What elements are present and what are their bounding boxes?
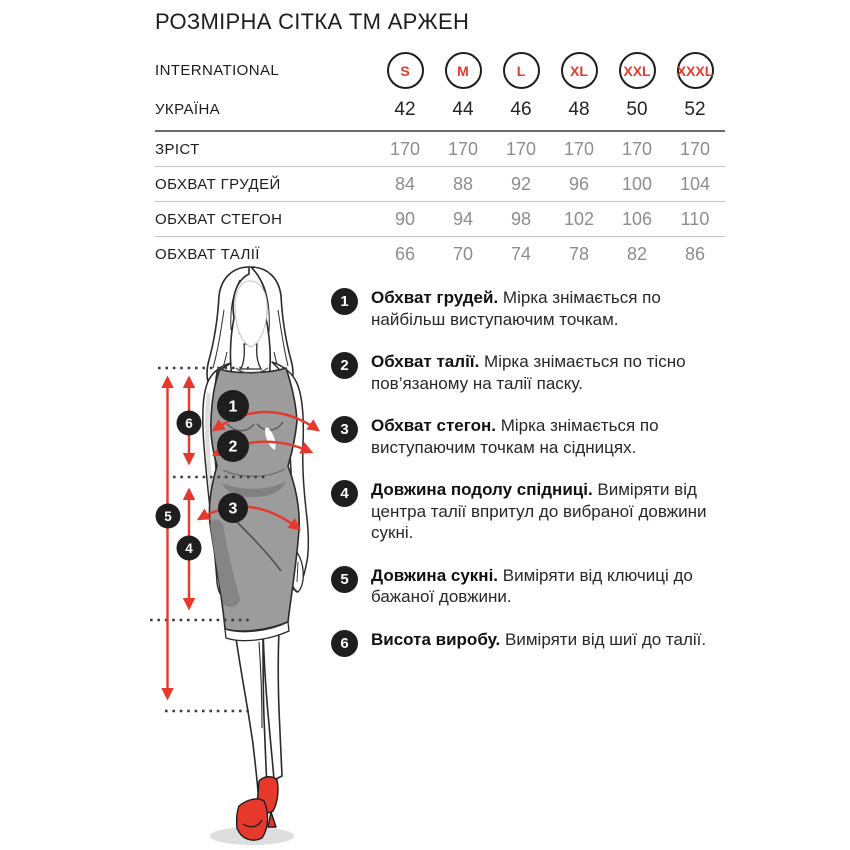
table-cell: 170 (389, 138, 421, 159)
table-cell: 94 (452, 208, 474, 229)
legend-description: Мірка знімається по тісно пов’язаному на талії паску. (371, 352, 686, 393)
size-badge-s: S (387, 52, 424, 89)
row-label: ЗРІСТ (155, 140, 200, 158)
size-badge-xxxl: XXXL (677, 52, 714, 89)
ukraine-size: 50 (626, 98, 648, 120)
legend-badge-3: 3 (331, 416, 358, 443)
legend-term: Обхват стегон. (371, 416, 496, 435)
row-label: ОБХВАТ ТАЛІЇ (155, 245, 260, 263)
table-cell: 170 (505, 138, 537, 159)
marker-1: 1 (228, 398, 238, 416)
size-badge-xl: XL (561, 52, 598, 89)
table-cell: 90 (394, 208, 416, 229)
table-cell: 104 (679, 173, 711, 194)
table-cell: 78 (568, 243, 590, 264)
table-row-international (155, 50, 725, 91)
legend-item-hips (331, 415, 733, 458)
table-cell: 84 (394, 173, 416, 194)
table-cell: 92 (510, 173, 532, 194)
marker-5: 5 (164, 508, 172, 524)
table-cell: 66 (394, 243, 416, 264)
size-badge-m: M (445, 52, 482, 89)
table-cell: 170 (679, 138, 711, 159)
table-row-ukraine (155, 91, 725, 128)
page-title: РОЗМІРНА СІТКА ТМ АРЖЕН (155, 9, 470, 34)
size-table (155, 50, 725, 271)
ukraine-size: 52 (684, 98, 706, 120)
table-cell: 110 (680, 208, 710, 229)
legend-badge-4: 4 (331, 480, 358, 507)
legend-description: Мірка знімається по найбільш виступаючим точкам. (371, 288, 661, 329)
marker-2: 2 (228, 438, 238, 456)
table-row-height (155, 132, 725, 167)
table-row-chest (155, 167, 725, 202)
size-badge-xxl: XXL (619, 52, 656, 89)
measurement-figure-illustration (135, 262, 345, 850)
row-label-ukraine: УКРАЇНА (155, 101, 221, 118)
legend-description: Виміряти від ключиці до бажаної довжини. (371, 565, 693, 606)
table-cell: 88 (452, 173, 474, 194)
legend-badge-1: 1 (331, 288, 358, 315)
table-cell: 170 (621, 138, 653, 159)
legend-item-bust (331, 287, 733, 330)
marker-6: 6 (185, 415, 193, 431)
marker-4: 4 (185, 540, 193, 556)
row-label-international: INTERNATIONAL (155, 62, 280, 79)
legend-description: Мірка знімається по виступаючим точкам на сідницях. (371, 416, 659, 457)
legend-term: Довжина подолу спідниці. (371, 480, 593, 499)
legend-item-waist (331, 351, 733, 394)
ukraine-size: 46 (510, 98, 532, 120)
legend-description: Виміряти від шиї до талії. (505, 629, 707, 649)
table-cell: 170 (447, 138, 479, 159)
legend-term: Обхват грудей. (371, 288, 499, 307)
table-cell: 102 (563, 208, 595, 229)
figure-legs (235, 630, 282, 792)
size-badge-l: L (503, 52, 540, 89)
marker-3: 3 (228, 500, 238, 518)
legend-item-dress-length (331, 565, 733, 608)
row-label: ОБХВАТ ГРУДЕЙ (155, 175, 281, 193)
table-cell: 82 (626, 243, 648, 264)
table-cell: 70 (452, 243, 474, 264)
legend-item-product-height (331, 629, 733, 657)
legend-term: Обхват талії. (371, 352, 480, 371)
ukraine-size: 48 (568, 98, 590, 120)
table-row-hips (155, 202, 725, 237)
table-cell: 96 (568, 173, 590, 194)
legend-term: Довжина сукні. (371, 565, 499, 585)
table-cell: 106 (621, 208, 653, 229)
legend-badge-5: 5 (331, 566, 358, 593)
legend-badge-2: 2 (331, 352, 358, 379)
ukraine-size: 42 (394, 98, 416, 120)
table-cell: 100 (621, 173, 653, 194)
row-label: ОБХВАТ СТЕГОН (155, 210, 283, 228)
measurement-legend (331, 287, 733, 678)
legend-badge-6: 6 (331, 630, 358, 657)
table-cell: 74 (510, 243, 532, 264)
legend-description: Виміряти від центра талії впритул до вибраної довжини сукні. (371, 480, 707, 542)
table-cell: 170 (563, 138, 595, 159)
legend-term: Висота виробу. (371, 629, 501, 649)
ukraine-size: 44 (452, 98, 474, 120)
legend-item-skirt-length (331, 479, 733, 544)
table-cell: 86 (684, 243, 706, 264)
table-cell: 98 (510, 208, 532, 229)
